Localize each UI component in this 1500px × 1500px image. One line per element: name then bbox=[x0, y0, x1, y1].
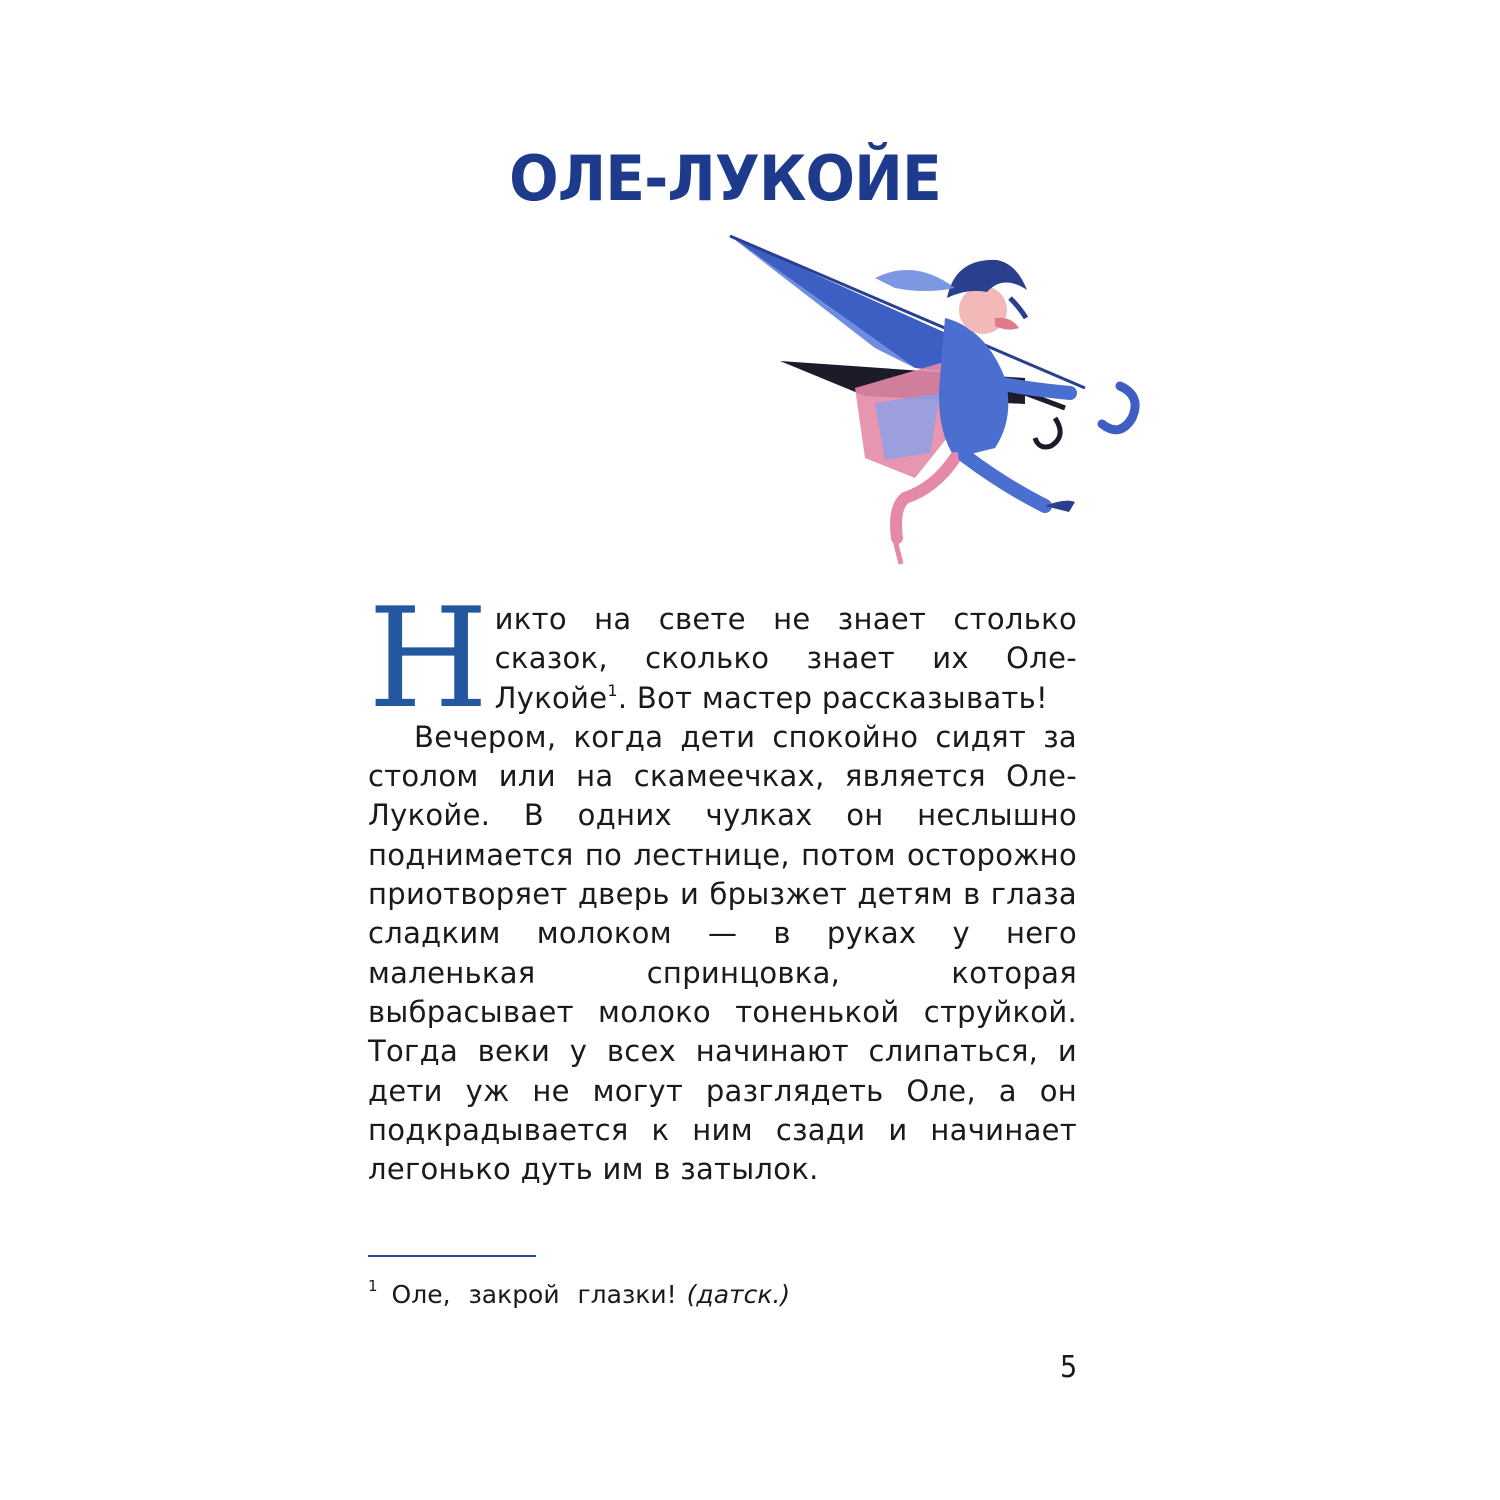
page-number: 5 bbox=[1060, 1350, 1078, 1385]
footnote-language: (датск.) bbox=[686, 1280, 791, 1309]
page-title: ОЛЕ-ЛУКОЙЕ bbox=[509, 142, 941, 215]
paragraph-1-tail: . Вот мастер рассказывать! bbox=[617, 680, 1048, 715]
footnote-ref[interactable]: 1 bbox=[607, 680, 618, 700]
ole-lukoie-with-umbrellas-icon bbox=[730, 236, 1135, 564]
footnote bbox=[368, 1277, 790, 1309]
footnote-text: Оле, закрой глазки! bbox=[391, 1280, 677, 1309]
footnote-divider bbox=[368, 1255, 536, 1257]
paragraph-1 bbox=[368, 578, 1077, 739]
paragraph-1-text: икто на свете не знает столько сказок, сколько знает их Оле-Лукойе bbox=[494, 602, 1077, 715]
drop-cap: Н bbox=[368, 578, 489, 739]
paragraph-2: Вечером, когда дети спокойно сидят за столом или на скамеечках, является Оле-Лукойе. В одних чулках он неслышно поднимается по лестнице, потом осторожно приотворяет дверь и брызжет детям в глаза сладким молоком — в руках у него маленькая спринцовка, которая выбрасывает молоко тоненькой струйкой. Тогда веки у всех начинают слипаться, и дети уж не могут разглядеть Оле, а он подкрадывается к ним сзади и начинает легонько дуть им в затылок. bbox=[368, 719, 1077, 1187]
story-text bbox=[368, 578, 1077, 1189]
ole-lukoie-illustration bbox=[725, 228, 1170, 573]
footnote-mark: 1 bbox=[368, 1277, 378, 1295]
